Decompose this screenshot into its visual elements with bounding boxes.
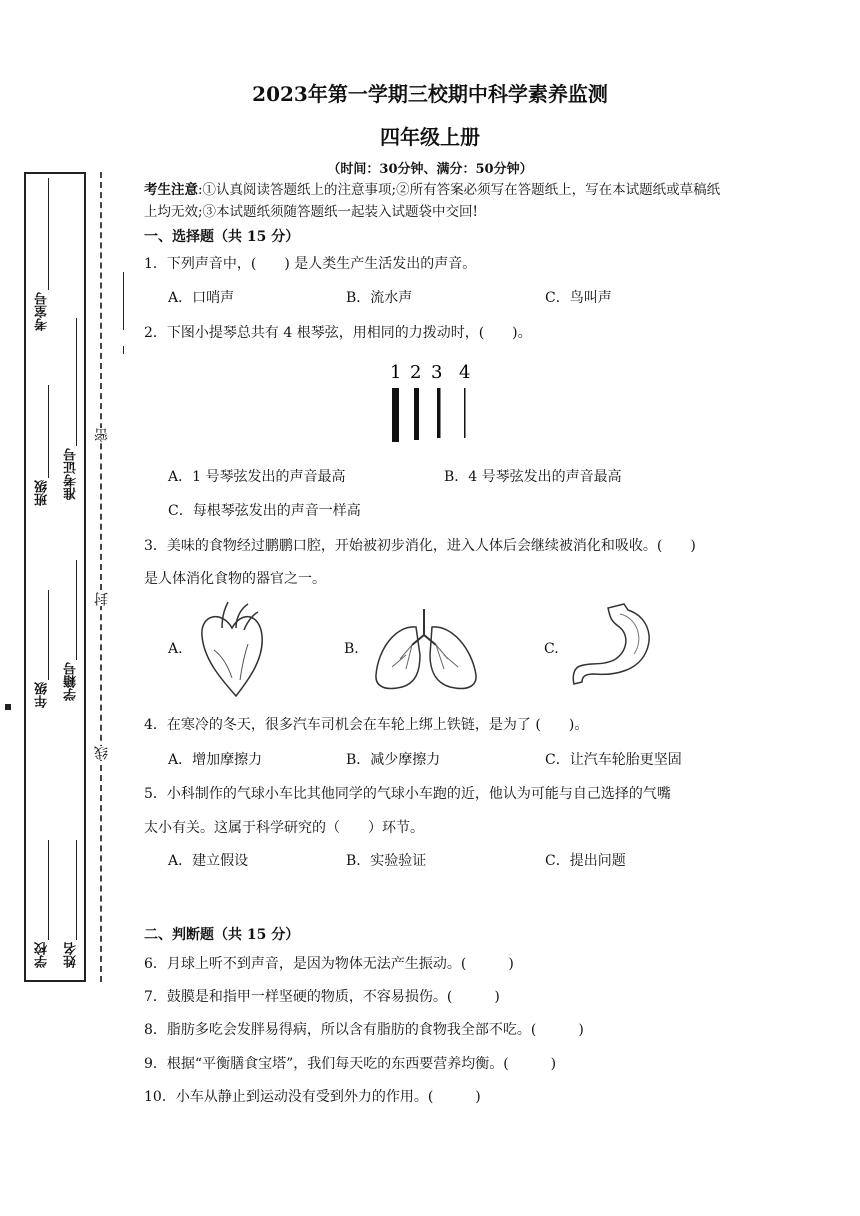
q4-option-c: C．让汽车轮胎更坚固 xyxy=(545,752,682,768)
string-2 xyxy=(414,388,419,440)
seal-char-xian: 线 xyxy=(94,746,110,760)
field-line-class xyxy=(48,385,49,478)
field-label-student-id: 学籍号 xyxy=(64,662,79,701)
notice-text: :①认真阅读答题纸上的注意事项;②所有答案必须写在答题纸上，写在本试题纸或草稿纸上均无效;③本试题纸须随答题纸一起装入试题袋中交回! xyxy=(144,182,721,220)
stomach-icon xyxy=(568,600,668,690)
field-label-school: 学校 xyxy=(35,942,50,968)
question-5-stem-line1: 5．小科制作的气球小车比其他同学的气球小车跑的近，他认为可能与自己选择的气嘴 xyxy=(144,786,671,802)
q3-option-c: C. xyxy=(544,641,559,657)
seal-char-feng: 封 xyxy=(94,592,110,606)
page-mark xyxy=(5,704,11,710)
q5-option-b: B．实验验证 xyxy=(346,853,427,869)
q5-option-a: A．建立假设 xyxy=(168,853,249,869)
q1-option-c: C．鸟叫声 xyxy=(545,290,612,306)
q3-option-a: A. xyxy=(168,641,183,657)
margin-rule xyxy=(123,272,124,330)
string-label: 3 xyxy=(431,362,443,383)
q2-option-c: C．每根琴弦发出的声音一样高 xyxy=(168,503,361,519)
q1-option-b: B．流水声 xyxy=(346,290,413,306)
string-label: 2 xyxy=(410,362,422,383)
field-line-name xyxy=(76,840,77,940)
field-line-student-id xyxy=(76,560,77,660)
lungs-icon xyxy=(372,605,482,693)
section-title-choice: 一、选择题（共 15 分） xyxy=(144,229,300,245)
q2-option-b: B．4 号琴弦发出的声音最高 xyxy=(444,469,622,485)
field-line-room xyxy=(48,178,49,290)
question-3-stem-line1: 3．美味的食物经过鹏鹏口腔，开始被初步消化，进入人体后会继续被消化和吸收。( ) xyxy=(144,538,696,554)
string-label: 4 xyxy=(459,362,471,383)
seal-dashed-line xyxy=(100,172,102,982)
q1-option-a: A．口哨声 xyxy=(168,290,235,306)
judge-item: 8．脂肪多吃会发胖易得病，所以含有脂肪的食物我全部不吃。( ) xyxy=(144,1022,584,1038)
judge-item: 10．小车从静止到运动没有受到外力的作用。( ) xyxy=(144,1089,481,1105)
string-4 xyxy=(464,388,466,438)
field-label-name: 姓名 xyxy=(64,942,79,968)
string-1 xyxy=(392,388,399,442)
margin-tick xyxy=(123,346,124,354)
field-label-room: 考室号 xyxy=(35,292,50,331)
judge-item: 9．根据“平衡膳食宝塔”，我们每天吃的东西要营养均衡。( ) xyxy=(144,1056,557,1072)
violin-strings-figure xyxy=(380,360,480,445)
field-line-grade xyxy=(48,590,49,680)
seal-char-mi: 密 xyxy=(94,428,110,442)
q4-option-b: B．减少摩擦力 xyxy=(346,752,441,768)
judge-item: 6．月球上听不到声音，是因为物体无法产生振动。( ) xyxy=(144,956,514,972)
field-line-school xyxy=(48,840,49,940)
question-1-stem: 1．下列声音中，( ) 是人类生产生活发出的声音。 xyxy=(144,256,477,272)
field-line-exam-id xyxy=(76,318,77,446)
string-3 xyxy=(437,388,441,438)
question-2-stem: 2．下图小提琴总共有 4 根琴弦，用相同的力拨动时，( )。 xyxy=(144,325,532,341)
section-title-judge: 二、判断题（共 15 分） xyxy=(144,927,300,943)
question-4-stem: 4．在寒冷的冬天，很多汽车司机会在车轮上绑上铁链，是为了 ( )。 xyxy=(144,717,589,733)
exam-subtitle: 四年级上册 xyxy=(380,125,480,149)
judge-item: 7．鼓膜是和指甲一样坚硬的物质，不容易损伤。( ) xyxy=(144,989,500,1005)
field-label-grade: 年级 xyxy=(35,682,50,708)
question-3-stem-line2: 是人体消化食物的器官之一。 xyxy=(144,571,326,587)
heart-icon xyxy=(192,600,272,700)
q2-option-a: A．1 号琴弦发出的声音最高 xyxy=(168,469,346,485)
q3-option-b: B. xyxy=(344,641,359,657)
q5-option-c: C．提出问题 xyxy=(545,853,626,869)
notice-label: 考生注意 xyxy=(144,182,198,198)
string-label: 1 xyxy=(390,362,402,383)
exam-time-info: （时间：30分钟、满分：50分钟） xyxy=(327,162,533,177)
exam-notice xyxy=(144,179,724,223)
field-label-class: 班级 xyxy=(35,480,50,506)
field-label-exam-id: 准考证号 xyxy=(64,448,79,500)
q4-option-a: A．增加摩擦力 xyxy=(168,752,263,768)
exam-title: 2023年第一学期三校期中科学素养监测 xyxy=(252,82,608,106)
question-5-stem-line2: 太小有关。这属于科学研究的（ ）环节。 xyxy=(144,820,424,836)
